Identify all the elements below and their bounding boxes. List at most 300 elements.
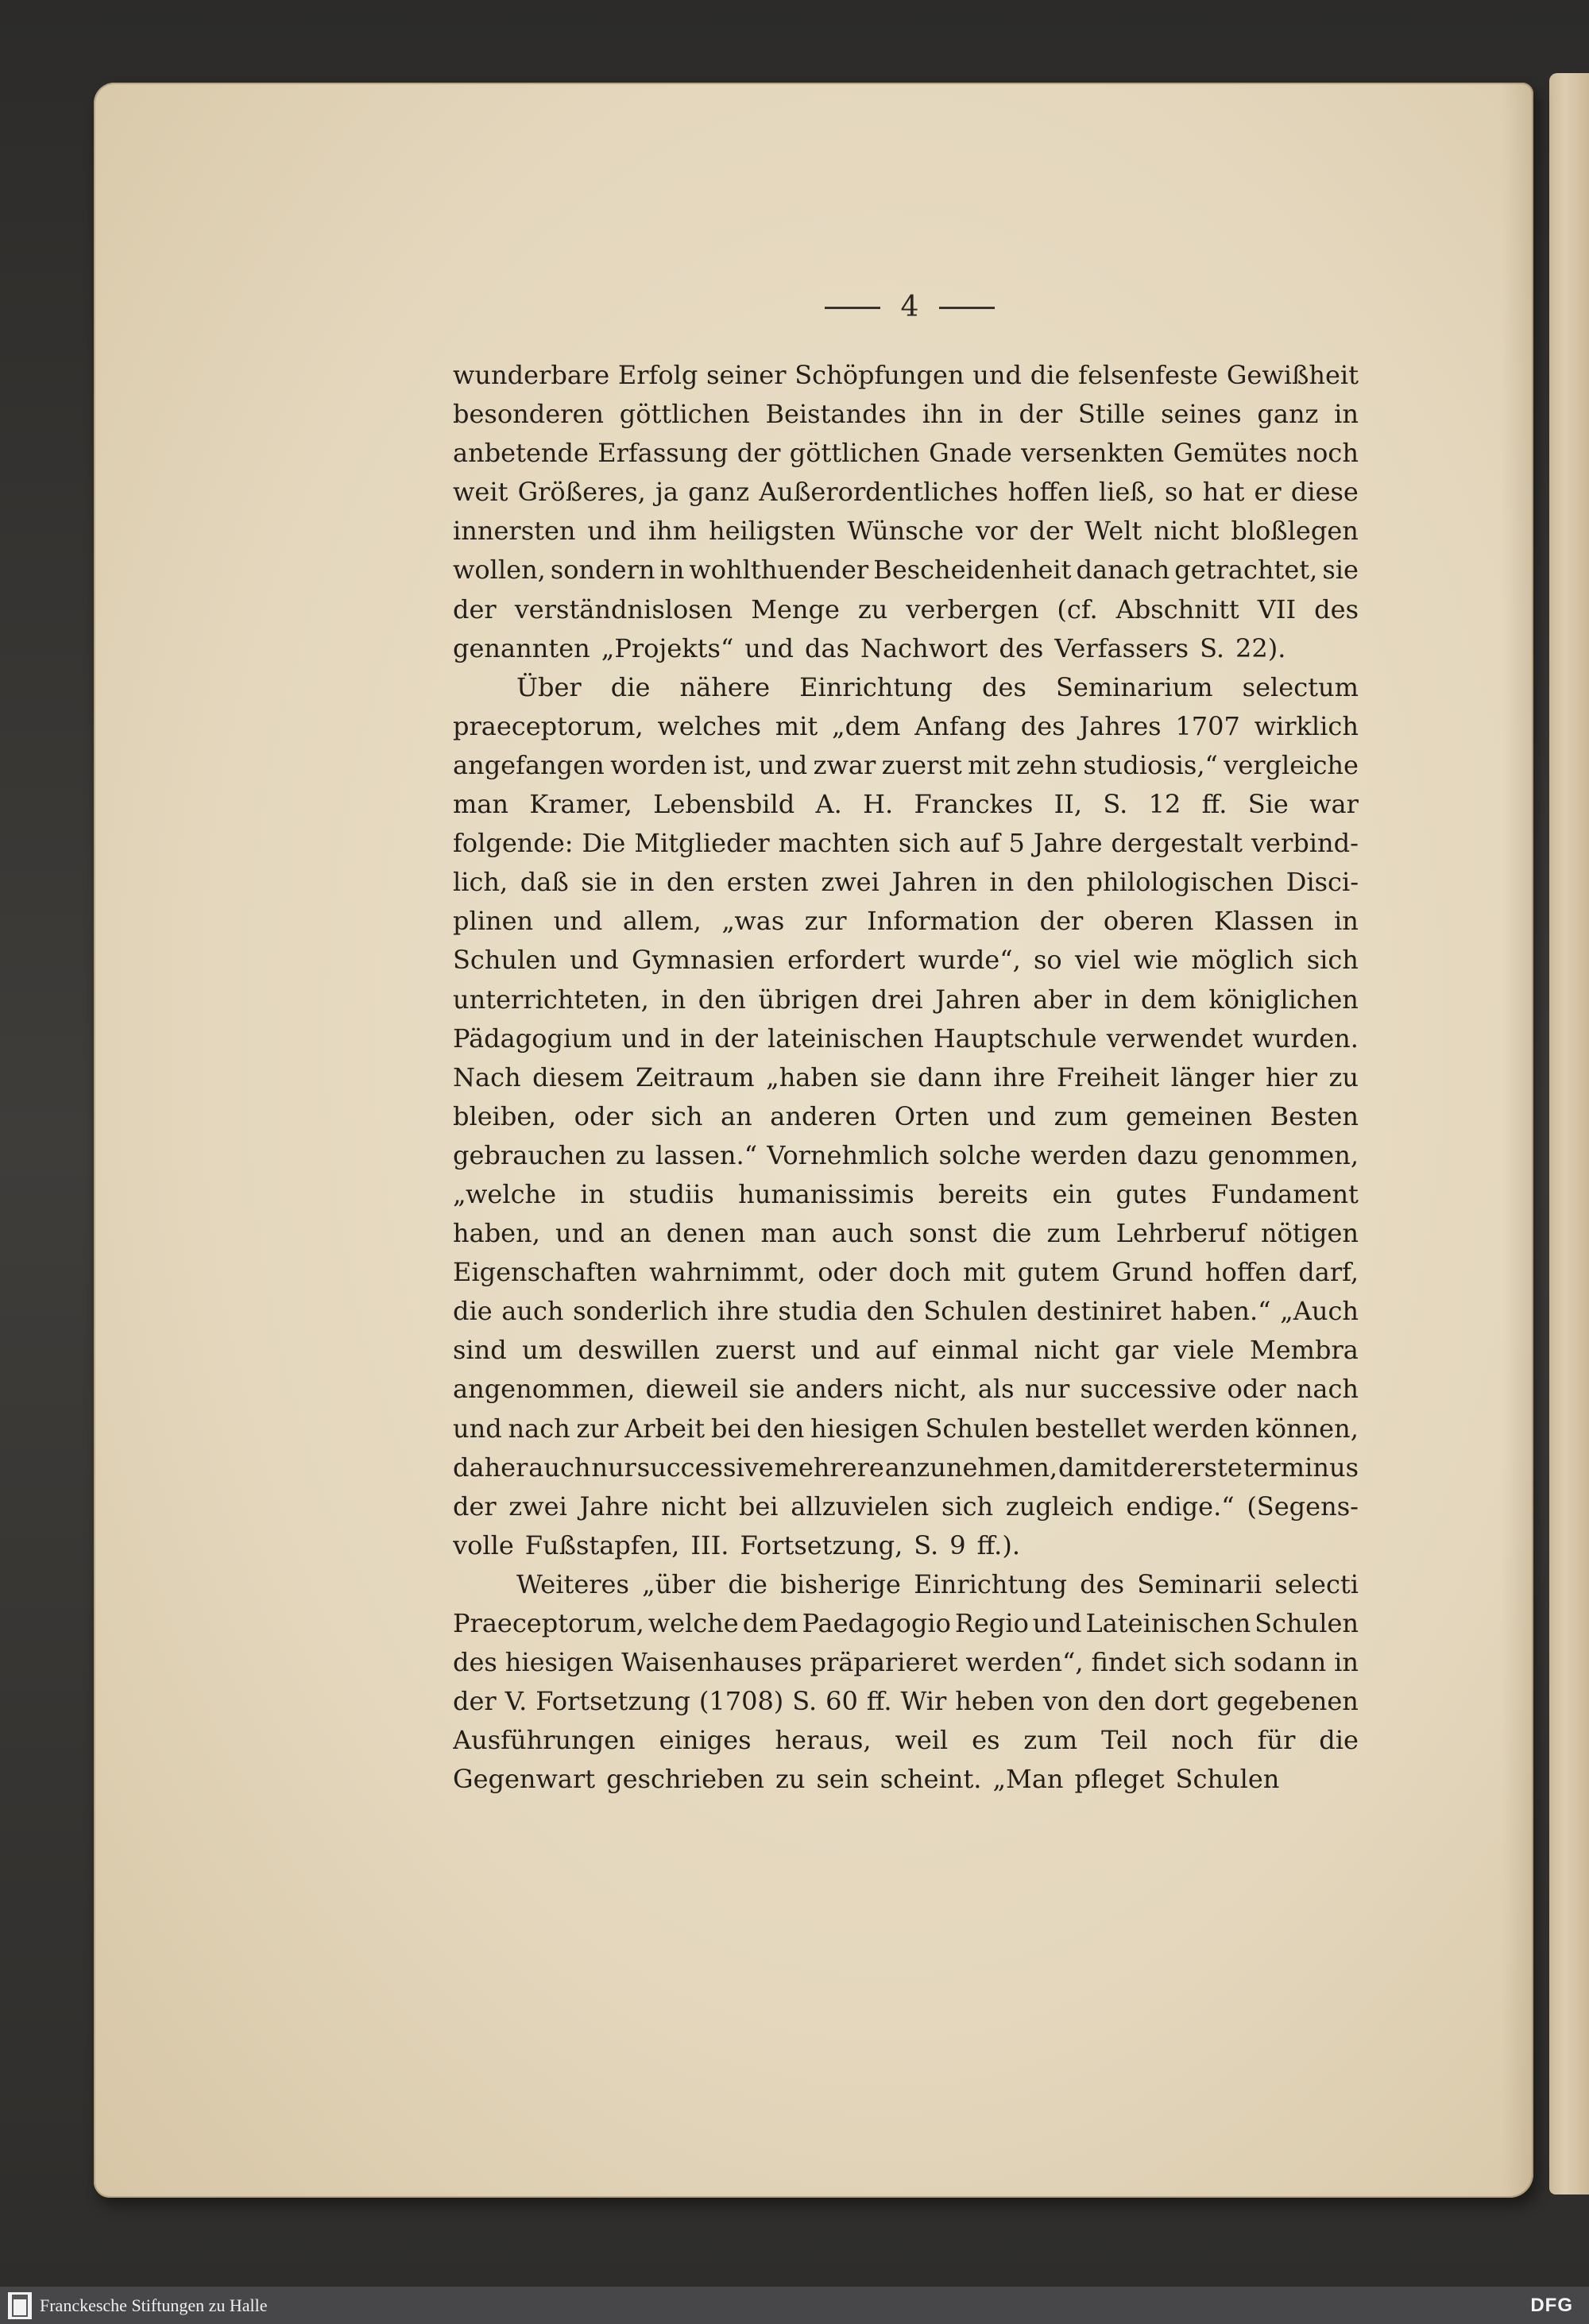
- word: und: [987, 1100, 1037, 1131]
- word: in: [989, 867, 1015, 898]
- word: daher: [453, 1452, 528, 1483]
- word: weil: [895, 1725, 949, 1756]
- word: getrachtet,: [1174, 555, 1318, 586]
- word: Waisenhauses: [621, 1647, 802, 1678]
- word: so: [1033, 945, 1062, 976]
- word: volle: [453, 1529, 514, 1560]
- word: anders: [795, 1374, 883, 1405]
- word: in: [1334, 906, 1359, 937]
- word: welche: [648, 1608, 739, 1638]
- word: bei: [710, 1413, 751, 1444]
- word: Praeceptorum,: [453, 1608, 644, 1638]
- word: nur: [1024, 1374, 1070, 1405]
- word: ersten: [726, 867, 809, 898]
- text-line: [453, 512, 1359, 551]
- word: übrigen: [758, 984, 860, 1015]
- word: nicht: [660, 1491, 727, 1522]
- text-line: [453, 1175, 1359, 1214]
- word: ff.: [1201, 789, 1228, 820]
- text-line: [453, 434, 1359, 473]
- word: so: [1164, 477, 1193, 508]
- word: mit: [968, 749, 1011, 780]
- word: den: [1026, 867, 1074, 898]
- word: wurden.: [1252, 1023, 1359, 1054]
- text-line: [453, 551, 1359, 590]
- word: studiis: [628, 1178, 714, 1209]
- word: anderen: [770, 1100, 877, 1131]
- word: anbetende: [453, 438, 589, 469]
- word: unterrichteten,: [453, 984, 649, 1015]
- word: und: [553, 906, 603, 937]
- word: göttlichen: [789, 438, 920, 469]
- word: 60: [825, 1686, 858, 1717]
- word: Lebensbild: [653, 789, 795, 820]
- word: 12: [1148, 789, 1181, 820]
- word: angenommen,: [453, 1374, 636, 1405]
- word: wie: [1133, 945, 1179, 976]
- word: Erfolg: [617, 360, 698, 390]
- text-line: [453, 1643, 1359, 1682]
- word: bereits: [938, 1178, 1029, 1209]
- word: Einrichtung: [799, 671, 953, 702]
- word: ließ,: [1098, 477, 1155, 508]
- text-line: [453, 1331, 1359, 1370]
- word: und: [810, 1335, 860, 1366]
- word: des: [1314, 594, 1359, 625]
- word: machten: [778, 828, 890, 859]
- word: sondern: [550, 555, 655, 586]
- word: bisherige: [780, 1568, 901, 1599]
- dfg-logo[interactable]: DFG: [1530, 2294, 1573, 2316]
- word: war: [1309, 789, 1359, 820]
- word: Seminarii: [1137, 1568, 1262, 1599]
- word: zum: [1054, 1100, 1108, 1131]
- text-line: [453, 668, 1359, 707]
- word: in: [580, 1178, 605, 1209]
- page-edge-shadow: [1502, 83, 1533, 2198]
- word: VII: [1257, 594, 1297, 625]
- word: man: [453, 789, 509, 820]
- word: praeceptorum,: [453, 710, 644, 741]
- word: haben.“: [1170, 1296, 1271, 1327]
- dash-left: [825, 307, 880, 309]
- word: in: [659, 555, 685, 586]
- word: Teil: [1101, 1725, 1148, 1756]
- word: Fußstapfen,: [524, 1529, 680, 1560]
- word: „dem: [832, 710, 901, 741]
- word: es: [972, 1725, 1000, 1756]
- word: ist,: [713, 749, 753, 780]
- word: und: [621, 1023, 671, 1054]
- word: präparieret: [810, 1647, 958, 1678]
- word: und: [1032, 1608, 1082, 1638]
- word: Disci-: [1286, 867, 1359, 898]
- text-line: [453, 1292, 1359, 1331]
- word: ihre: [717, 1296, 769, 1327]
- word: in: [1334, 1647, 1359, 1678]
- word: sodann: [1233, 1647, 1327, 1678]
- text-line: [453, 785, 1359, 824]
- word: darf,: [1298, 1257, 1359, 1288]
- word: verständnislosen: [514, 594, 733, 625]
- word: deswillen: [578, 1335, 700, 1366]
- word: folgende:: [453, 828, 574, 859]
- word: und: [570, 945, 619, 976]
- word: hiesigen: [505, 1647, 614, 1678]
- word: lateinischen: [767, 1023, 924, 1054]
- footer-left: [0, 2292, 268, 2319]
- word: „was: [721, 906, 785, 937]
- word: der: [1019, 399, 1063, 430]
- word: weit: [453, 477, 508, 508]
- word: zu: [1328, 1061, 1359, 1092]
- word: doch: [888, 1257, 951, 1288]
- word: der: [453, 594, 497, 625]
- word: nicht: [1154, 516, 1220, 547]
- word: Mitglieder: [634, 828, 770, 859]
- word: verwendet: [1106, 1023, 1243, 1054]
- word: successive: [636, 1452, 774, 1483]
- word: Lehrberuf: [1115, 1218, 1246, 1249]
- word: Jahre: [1033, 828, 1103, 859]
- word: noch: [1296, 438, 1359, 469]
- word: selecti: [1274, 1568, 1359, 1599]
- word: Lateinischen: [1085, 1608, 1251, 1638]
- word: zehn: [1015, 749, 1077, 780]
- word: Fundament: [1211, 1178, 1359, 1209]
- word: in: [978, 399, 1003, 430]
- word: die: [453, 1296, 493, 1327]
- word: zum: [1046, 1218, 1101, 1249]
- word: Wir: [900, 1686, 947, 1717]
- word: Gegenwart: [453, 1764, 596, 1795]
- dash-right: [939, 307, 995, 309]
- word: und: [758, 749, 808, 780]
- word: Jahren: [891, 867, 977, 898]
- word: drei: [871, 984, 923, 1015]
- text-line: [453, 1409, 1359, 1448]
- word: wahrnimmt,: [649, 1257, 806, 1288]
- text-line: [453, 1487, 1359, 1526]
- word: den: [667, 867, 715, 898]
- word: Gemütes: [1173, 438, 1288, 469]
- word: pfleget: [1074, 1764, 1165, 1795]
- word: diesem: [532, 1061, 624, 1092]
- word: III.: [690, 1529, 729, 1560]
- text-line: [453, 1604, 1359, 1643]
- word: ihm: [648, 516, 698, 547]
- word: ganz: [1257, 399, 1319, 430]
- word: Außerordentliches: [759, 477, 999, 508]
- text-line: [453, 707, 1359, 746]
- word: seiner: [706, 360, 787, 390]
- word: nähere: [679, 671, 770, 702]
- word: gutem: [1017, 1257, 1100, 1288]
- word: Besten: [1270, 1100, 1359, 1131]
- text-line: [453, 1253, 1359, 1292]
- word: zuerst: [881, 749, 962, 780]
- word: sie: [1322, 555, 1359, 586]
- text-line: [453, 824, 1359, 863]
- word: sich: [898, 828, 951, 859]
- text-line: [453, 356, 1359, 395]
- word: Die: [582, 828, 626, 859]
- word: hoffen: [1007, 477, 1089, 508]
- word: S.: [1200, 632, 1225, 663]
- word: ganz: [688, 477, 750, 508]
- text-line: [453, 1136, 1359, 1175]
- word: solche: [938, 1139, 1022, 1170]
- word: nicht: [1034, 1335, 1100, 1366]
- word: Bescheidenheit: [873, 555, 1072, 586]
- word: die: [728, 1568, 767, 1599]
- word: II,: [1054, 789, 1083, 820]
- adjacent-page-edge: [1549, 73, 1589, 2194]
- word: „welche: [453, 1178, 557, 1209]
- word: des: [453, 1647, 497, 1678]
- text-line: [453, 1097, 1359, 1136]
- word: Hauptschule: [933, 1023, 1097, 1054]
- word: sonst: [909, 1218, 977, 1249]
- word: versenkten: [1021, 438, 1165, 469]
- word: H.: [863, 789, 894, 820]
- word: selectum: [1242, 671, 1359, 702]
- institution-name: Franckesche Stiftungen zu Halle: [40, 2295, 268, 2315]
- text-line: [453, 473, 1359, 512]
- word: in: [1334, 399, 1359, 430]
- word: des: [999, 632, 1044, 663]
- word: bleiben,: [453, 1100, 557, 1131]
- word: den: [756, 1413, 805, 1444]
- word: 1707: [1175, 710, 1240, 741]
- word: heben: [955, 1686, 1034, 1717]
- word: auf: [959, 828, 1000, 859]
- word: aber: [1033, 984, 1092, 1015]
- word: in: [680, 1023, 706, 1054]
- word: auch: [501, 1296, 564, 1327]
- word: seines: [1161, 399, 1242, 430]
- text-line: [453, 1058, 1359, 1097]
- text-line: [453, 629, 1359, 668]
- word: auch: [528, 1452, 591, 1483]
- library-logo-icon[interactable]: [8, 2292, 32, 2319]
- word: felsenfeste: [1078, 360, 1219, 390]
- word: Freiheit: [1056, 1061, 1160, 1092]
- word: viel: [1074, 945, 1121, 976]
- word: Welt: [1084, 516, 1142, 547]
- word: Klassen: [1213, 906, 1314, 937]
- word: ff.).: [976, 1529, 1020, 1560]
- word: zu: [857, 594, 888, 625]
- word: Eigenschaften: [453, 1257, 637, 1288]
- word: findet: [1091, 1647, 1166, 1678]
- word: dergestalt: [1111, 828, 1243, 859]
- word: werden“,: [965, 1647, 1084, 1678]
- word: Arbeit: [624, 1413, 706, 1444]
- word: in: [661, 984, 686, 1015]
- word: dort: [1154, 1686, 1208, 1717]
- word: verbind-: [1251, 828, 1359, 859]
- word: S.: [792, 1686, 818, 1717]
- word: Grund: [1112, 1257, 1193, 1288]
- word: Ausführungen: [453, 1725, 636, 1756]
- word: vor: [975, 516, 1018, 547]
- word: gar: [1114, 1335, 1158, 1366]
- text-line: [453, 1370, 1359, 1409]
- word: hoffen: [1204, 1257, 1287, 1288]
- text-line: [453, 746, 1359, 785]
- word: angefangen: [453, 749, 605, 780]
- word: Schulen: [1255, 1608, 1359, 1638]
- text-line: [453, 1682, 1359, 1721]
- word: sein: [816, 1764, 869, 1795]
- page-number-header: [810, 288, 1009, 327]
- word: gebrauchen: [453, 1139, 606, 1170]
- word: der: [453, 1491, 497, 1522]
- word: nach: [1296, 1374, 1359, 1405]
- word: werden: [1152, 1413, 1250, 1444]
- word: können,: [1255, 1413, 1359, 1444]
- word: allem,: [622, 906, 702, 937]
- word: Anfang: [914, 710, 1007, 741]
- text-line: [453, 1565, 1359, 1604]
- word: erfordert: [787, 945, 906, 976]
- word: destiniret: [1036, 1296, 1162, 1327]
- word: „über: [642, 1568, 716, 1599]
- word: zwei: [821, 867, 880, 898]
- word: Wünsche: [847, 516, 965, 547]
- word: endige.“: [1126, 1491, 1235, 1522]
- word: Schulen: [923, 1296, 1028, 1327]
- word: Fortsetzung,: [740, 1529, 903, 1560]
- word: Über: [516, 671, 582, 702]
- word: Information: [867, 906, 1020, 937]
- word: oder: [818, 1257, 877, 1288]
- word: den: [698, 984, 746, 1015]
- word: als: [977, 1374, 1015, 1405]
- word: gemeinen: [1125, 1100, 1253, 1131]
- word: die: [992, 1218, 1032, 1249]
- word: (Segens-: [1247, 1491, 1359, 1522]
- word: Vornehmlich: [767, 1139, 930, 1170]
- word: geschrieben: [606, 1764, 765, 1795]
- word: nötigen: [1260, 1218, 1359, 1249]
- word: Paedagogio: [802, 1608, 951, 1638]
- word: besonderen: [453, 399, 604, 430]
- word: denen: [666, 1218, 746, 1249]
- word: heraus,: [775, 1725, 872, 1756]
- word: zuerst: [715, 1335, 796, 1366]
- word: wohlthuender: [689, 555, 869, 586]
- word: dieweil: [645, 1374, 739, 1405]
- word: sich: [1306, 945, 1359, 976]
- word: S.: [1103, 789, 1128, 820]
- word: den: [1097, 1686, 1146, 1717]
- word: sich: [1173, 1647, 1226, 1678]
- word: dann: [918, 1061, 982, 1092]
- word: genannten: [453, 632, 590, 663]
- word: sie: [748, 1374, 785, 1405]
- word: Membra: [1249, 1335, 1359, 1366]
- word: möglich: [1191, 945, 1294, 976]
- word: innersten: [453, 516, 576, 547]
- word: 9: [949, 1529, 966, 1560]
- word: die: [1030, 360, 1070, 390]
- word: Gewißheit: [1226, 360, 1359, 390]
- word: Gnade: [929, 438, 1012, 469]
- word: Schulen: [925, 1413, 1030, 1444]
- word: der: [1039, 906, 1084, 937]
- word: der: [1132, 1452, 1177, 1483]
- word: dem: [1140, 984, 1197, 1015]
- word: Franckes: [914, 789, 1034, 820]
- word: wurde“,: [918, 945, 1021, 976]
- word: der: [453, 1686, 497, 1717]
- word: vergleiche: [1224, 749, 1359, 780]
- word: Beistandes: [765, 399, 907, 430]
- word: lassen.“: [655, 1139, 758, 1170]
- word: Jahren: [935, 984, 1021, 1015]
- word: humanissimis: [738, 1178, 914, 1209]
- word: wollen,: [453, 555, 546, 586]
- text-line: [453, 863, 1359, 902]
- word: Zeitraum: [636, 1061, 755, 1092]
- word: auch: [831, 1218, 894, 1249]
- word: er: [1254, 477, 1282, 508]
- word: sonderlich: [573, 1296, 709, 1327]
- word: viele: [1173, 1335, 1235, 1366]
- word: Kramer,: [529, 789, 632, 820]
- word: Nach: [453, 1061, 521, 1092]
- word: länger: [1170, 1061, 1255, 1092]
- word: die: [1319, 1725, 1359, 1756]
- word: „haben: [766, 1061, 859, 1092]
- word: hat: [1202, 477, 1245, 508]
- word: mehrere: [774, 1452, 884, 1483]
- word: S.: [914, 1529, 939, 1560]
- word: werden: [1030, 1139, 1127, 1170]
- word: Schöpfungen: [794, 360, 965, 390]
- word: V.: [505, 1686, 528, 1717]
- word: sich: [651, 1100, 703, 1131]
- word: „Auch: [1280, 1296, 1359, 1327]
- word: damit: [1057, 1452, 1132, 1483]
- word: terminus: [1243, 1452, 1359, 1483]
- text-line: [453, 902, 1359, 941]
- word: zwar: [813, 749, 876, 780]
- word: anzunehmen,: [884, 1452, 1058, 1483]
- word: worden: [610, 749, 708, 780]
- word: Sie: [1247, 789, 1289, 820]
- text-line: [453, 941, 1359, 980]
- word: den: [866, 1296, 914, 1327]
- word: gegebenen: [1216, 1686, 1359, 1717]
- word: einmal: [931, 1335, 1019, 1366]
- word: und: [744, 632, 794, 663]
- word: Jahre: [579, 1491, 649, 1522]
- word: und: [972, 360, 1022, 390]
- word: und: [555, 1218, 605, 1249]
- word: in: [1104, 984, 1129, 1015]
- word: und: [587, 516, 637, 547]
- word: an: [721, 1100, 752, 1131]
- word: 22).: [1235, 632, 1286, 663]
- word: königlichen: [1208, 984, 1359, 1015]
- word: A.: [815, 789, 842, 820]
- word: Orten: [894, 1100, 969, 1131]
- word: „Projekts“: [601, 632, 734, 663]
- word: wirklich: [1254, 710, 1359, 741]
